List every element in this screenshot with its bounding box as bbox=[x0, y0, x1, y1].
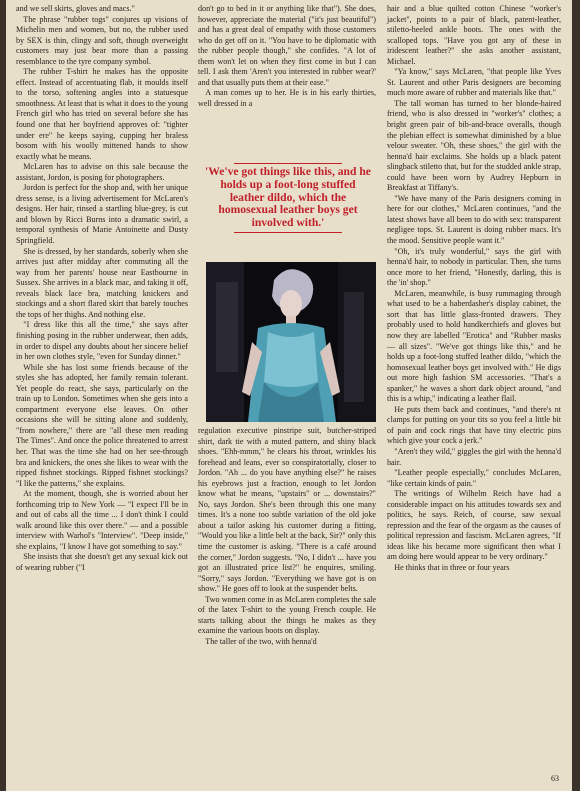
paragraph: The writings of Wilhelm Reich have had a considerable impact on his attitudes towards sex and politics, he says. Reich, of course, saw sexual repression and the fear of the orgasm as the causes of political repression and fascism. McLaren agrees, "If ideas like his became more significant then what I am doing here would appear to be very ordinary." bbox=[387, 489, 561, 562]
paragraph: "We have many of the Paris designers coming in here for our clothes," McLaren continues, "and the latest shows have all been to do with sex: transparent negligee tops. St. Laurent is doing rubber macs. It's the mood. Sensitive people want it." bbox=[387, 193, 561, 246]
pull-quote bbox=[204, 163, 372, 233]
paragraph: She insists that she doesn't get any sexual kick out of wearing rubber ("I bbox=[16, 552, 188, 572]
article-column-left bbox=[16, 4, 188, 574]
paragraph: "Aren't they wild," giggles the girl with the henna'd hair. bbox=[387, 446, 561, 467]
pull-quote-text: 'We've got things like this, and he holds up a foot-long stuffed leather dildo, which the homosexual leather boys get involved with.' bbox=[205, 165, 371, 230]
paragraph: Two women come in as McLaren completes the sale of the latex T-shirt to the young French couple. He starts talking about the things he makes as they examine the various boots on display. bbox=[198, 594, 376, 636]
paragraph: The tall woman has turned to her blonde-haired friend, who is also dressed in "worker's" clothes; a bright green pair of bib-and-brace overalls, though the plebian effect is somewhat diminished by a blue velour sweater. "Oh, these shoes," the girl with the henna'd hair exclaims. She holds up a black patent slingback stiletto that, but for the studded ankle strap, could have been worn by Audrey Hepburn in Breakfast at Tiffany's. bbox=[387, 98, 561, 193]
article-column-middle-continued bbox=[198, 426, 376, 647]
paragraph: At the moment, though, she is worried about her forthcoming trip to New York — "I expect I'll be in and out of cabs all the time ... I don't think I could walk around like this over there." — and a possible interview with Warhol's "Interview". "Deep inside," she explains, "I know I have got something to say." bbox=[16, 489, 188, 551]
paragraph: and we sell skirts, gloves and macs." bbox=[16, 4, 135, 13]
paragraph: "Leather people especially," concludes McLaren, "like certain kinds of pain." bbox=[387, 468, 561, 488]
article-column-middle bbox=[198, 4, 376, 109]
magazine-page bbox=[6, 0, 572, 791]
photo-illustration bbox=[206, 262, 376, 422]
paragraph: The phrase "rubber togs" conjures up visions of Michelin men and women, but no, the rubber used by SEX is thin, clingy and soft, though overweight customers may just bear more than a passing resemblance to the tyre company symbol. bbox=[16, 14, 188, 66]
pull-quote-rule-bottom bbox=[234, 232, 342, 233]
paragraph: A man comes up to her. He is in his early thirties, well dressed in a bbox=[198, 88, 376, 108]
photo-jordon bbox=[206, 262, 376, 422]
paragraph: "Ya know," says McLaren, "that people like Yves St. Laurent and other Paris designers are becoming much more aware of rubber and materials like that." bbox=[387, 67, 561, 98]
page-number: 63 bbox=[551, 774, 559, 783]
paragraph: He puts them back and continues, "and there's nt clamps for putting on your tits so you feel a little bit of pain and cock rings that have tiny electric pins which give your cock a jerk." bbox=[387, 404, 561, 446]
paragraph: She is dressed, by her standards, soberly when she arrives just after midday after commuting all the way from her parents' house near Eastbourne in Sussex. She arrives in a black mac, and taking it off, reveals black lace bra, matching knickers and stockings and a short flared skirt that barely touches the tops of her thighs. And nothing else. bbox=[16, 246, 188, 319]
paragraph: The taller of the two, with henna'd bbox=[205, 636, 317, 646]
paragraph: McLaren has to advise on this sale because the assistant, Jordon, is posing for photographers. bbox=[16, 162, 188, 182]
paragraph: regulation executive pinstripe suit, butcher-striped shirt, dark tie with a muted pattern, and shiny black shoes. "Ehh-mmm," he clears his throat, wrinkles his forehead and leans, ever so conspiratorially, closer to Jordon. "Ah ... do you have anything else?" he raises his eyebrows just a fraction, enough to let Jordon know what he means, "upstairs" or ... downstairs?" No, says Jordon. She's been through this one many times. It's a none too subtle variation of the old joke about a tailor asking his customer during a fitting, "Would you like a little belt at the back, Sir?" only this time the customer is asking. "There is a café around the corner," Jordon suggests. "No, I didn't ... have you got an illustrated price list?" he enquires, smiling. "Sorry," says Jordon. "Everything we have got is on show." He goes off to look at the suspender belts. bbox=[198, 426, 376, 594]
paragraph: Jordon is perfect for the shop and, with her unique dress sense, is a living advertisement for McLaren's designs. Her hair, rinsed a startling blue-grey, is cut and blown by Ricci Burns into a dramatic swirl, a temporal synthesis of Marie Antoinette and Dusty Springfield. bbox=[16, 183, 188, 246]
paragraph: The rubber T-shirt he makes has the opposite effect. Instead of accentuating flab, it moulds itself to the torso, softening angles into a statuesque smoothness. At least that is what it does to the young French girl who has tried on several before she has found one that her boyfriend approves of: "tighter under ere" he keeps saying, cupping her braless bosom with his woolly mittened hands to show exactly what he means. bbox=[16, 67, 188, 161]
paragraph: "Oh, it's truly wonderful," says the girl with henna'd hair, to nobody in particular. Then, she turns once more to her friend, "Honestly, darling, this is the 'in' shop." bbox=[387, 246, 561, 288]
article-column-right bbox=[387, 4, 561, 574]
paragraph: hair and a blue quilted cotton Chinese "worker's jacket", points to a pair of black, patent-leather, stiletto-heeled ankle boots. The ones with the scalloped tops. "Have you got any of these in iridescent leather?" she asks another assistant, Michael. bbox=[387, 4, 561, 66]
paragraph: While she has lost some friends because of the styles she has adopted, her family remain tolerant. Yet people do react, she says, particularly on the train up to London. Sometimes when she gets into a compartment everyone else leaves. On other occasions she will be sitting alone and suddenly, "from nowhere," there are "all these men reading The Times". And once the police threatened to arrest her. That was the time she had on her see-through bra and knickers, the ones she likes to wear with the ripped fishnet stockings. Ripped fishnet stockings? "I like the patterns," she explains. bbox=[16, 362, 188, 488]
paragraph: He thinks that in three or four years bbox=[394, 562, 510, 572]
paragraph: "I dress like this all the time," she says after finishing posing in the rubber underwear, then adds, in order to dispel any doubts about her sincere belief in her own clothes style, "even for Sunday dinner." bbox=[16, 320, 188, 362]
paragraph: don't go to bed in it or anything like that"). She does, however, appreciate the material ("it's just beautiful") and has a great deal of empathy with those customers who do get off on it. "You have to be diplomatic with the rubber people though," she confides. "A lot of them won't let on when they first come in but I can tell. I ask them 'Aren't you interested in rubber wear?' and that usually puts them at their ease." bbox=[198, 4, 376, 87]
paragraph: McLaren, meanwhile, is busy rummaging through what used to be a haberdasher's display cabinet, the sort that has little glass-fronted drawers. They probably used to hold handkerchiefs and gloves but now they are labelled "Erotica" and "Rubber masks — all sizes". "We've got things like this," and he holds up a foot-long stuffed leather dildo, "which the homosexual leather boys get involved with." He digs out more high fashion SM accessories. "That's a spanker," he waves a short dark object around, "and this is a whip," indicating a leather flail. bbox=[387, 288, 561, 404]
